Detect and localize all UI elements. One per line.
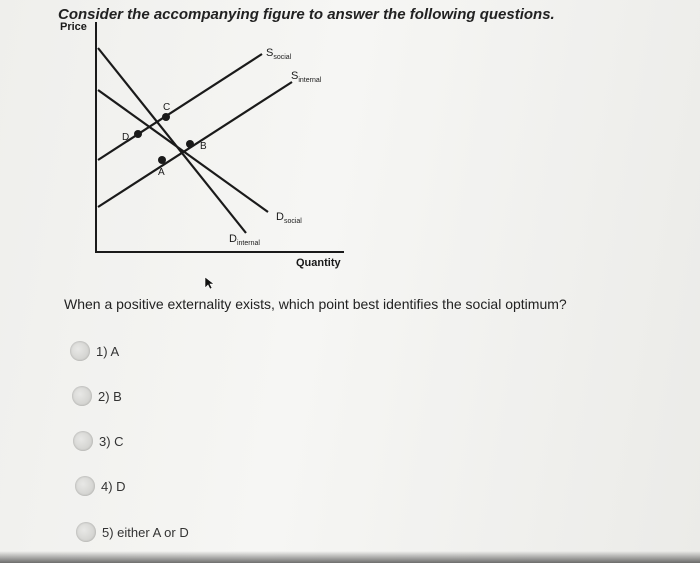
point-a-label: A — [158, 167, 165, 178]
option-1-a[interactable] — [70, 341, 119, 361]
option-3-c[interactable] — [73, 431, 124, 451]
mouse-cursor-icon — [204, 276, 216, 290]
y-axis-label: Price — [60, 21, 87, 33]
point-d-marker — [134, 130, 142, 138]
option-5-either-a-or-d[interactable] — [76, 522, 189, 542]
radio-button-icon[interactable] — [73, 431, 93, 451]
option-label: 4) D — [101, 478, 126, 494]
d-social-curve — [98, 90, 268, 212]
d-social-label: $D_{social}$ — [276, 211, 302, 225]
s-social-label: $S_{social}$ — [266, 47, 292, 61]
point-c-marker — [162, 113, 170, 121]
point-b-marker — [186, 140, 194, 148]
option-label: 5) either A or D — [102, 524, 189, 540]
question-instruction: Consider the accompanying figure to answer the following questions. — [58, 6, 555, 23]
radio-button-icon[interactable] — [75, 476, 95, 496]
point-a-marker — [158, 156, 166, 164]
d-internal-label: $D_{internal}$ — [229, 233, 260, 247]
option-label: 2) B — [98, 388, 122, 404]
question-prompt: When a positive externality exists, which point best identifies the social optimum? — [64, 296, 567, 312]
option-label: 3) C — [99, 433, 124, 449]
point-c-label: C — [163, 102, 171, 113]
radio-button-icon[interactable] — [72, 386, 92, 406]
d-internal-curve — [98, 48, 246, 233]
radio-button-icon[interactable] — [76, 522, 96, 542]
point-d-label: D — [122, 132, 130, 143]
s-internal-curve — [98, 82, 292, 207]
point-b-label: B — [200, 141, 207, 152]
option-label: 1) A — [96, 343, 120, 359]
s-internal-label: $S_{internal}$ — [291, 70, 322, 84]
screen-bottom-edge — [0, 551, 700, 563]
option-2-b[interactable] — [72, 386, 122, 406]
x-axis-label: Quantity — [296, 257, 341, 269]
option-4-d[interactable] — [75, 476, 126, 496]
radio-button-icon[interactable] — [70, 341, 90, 361]
